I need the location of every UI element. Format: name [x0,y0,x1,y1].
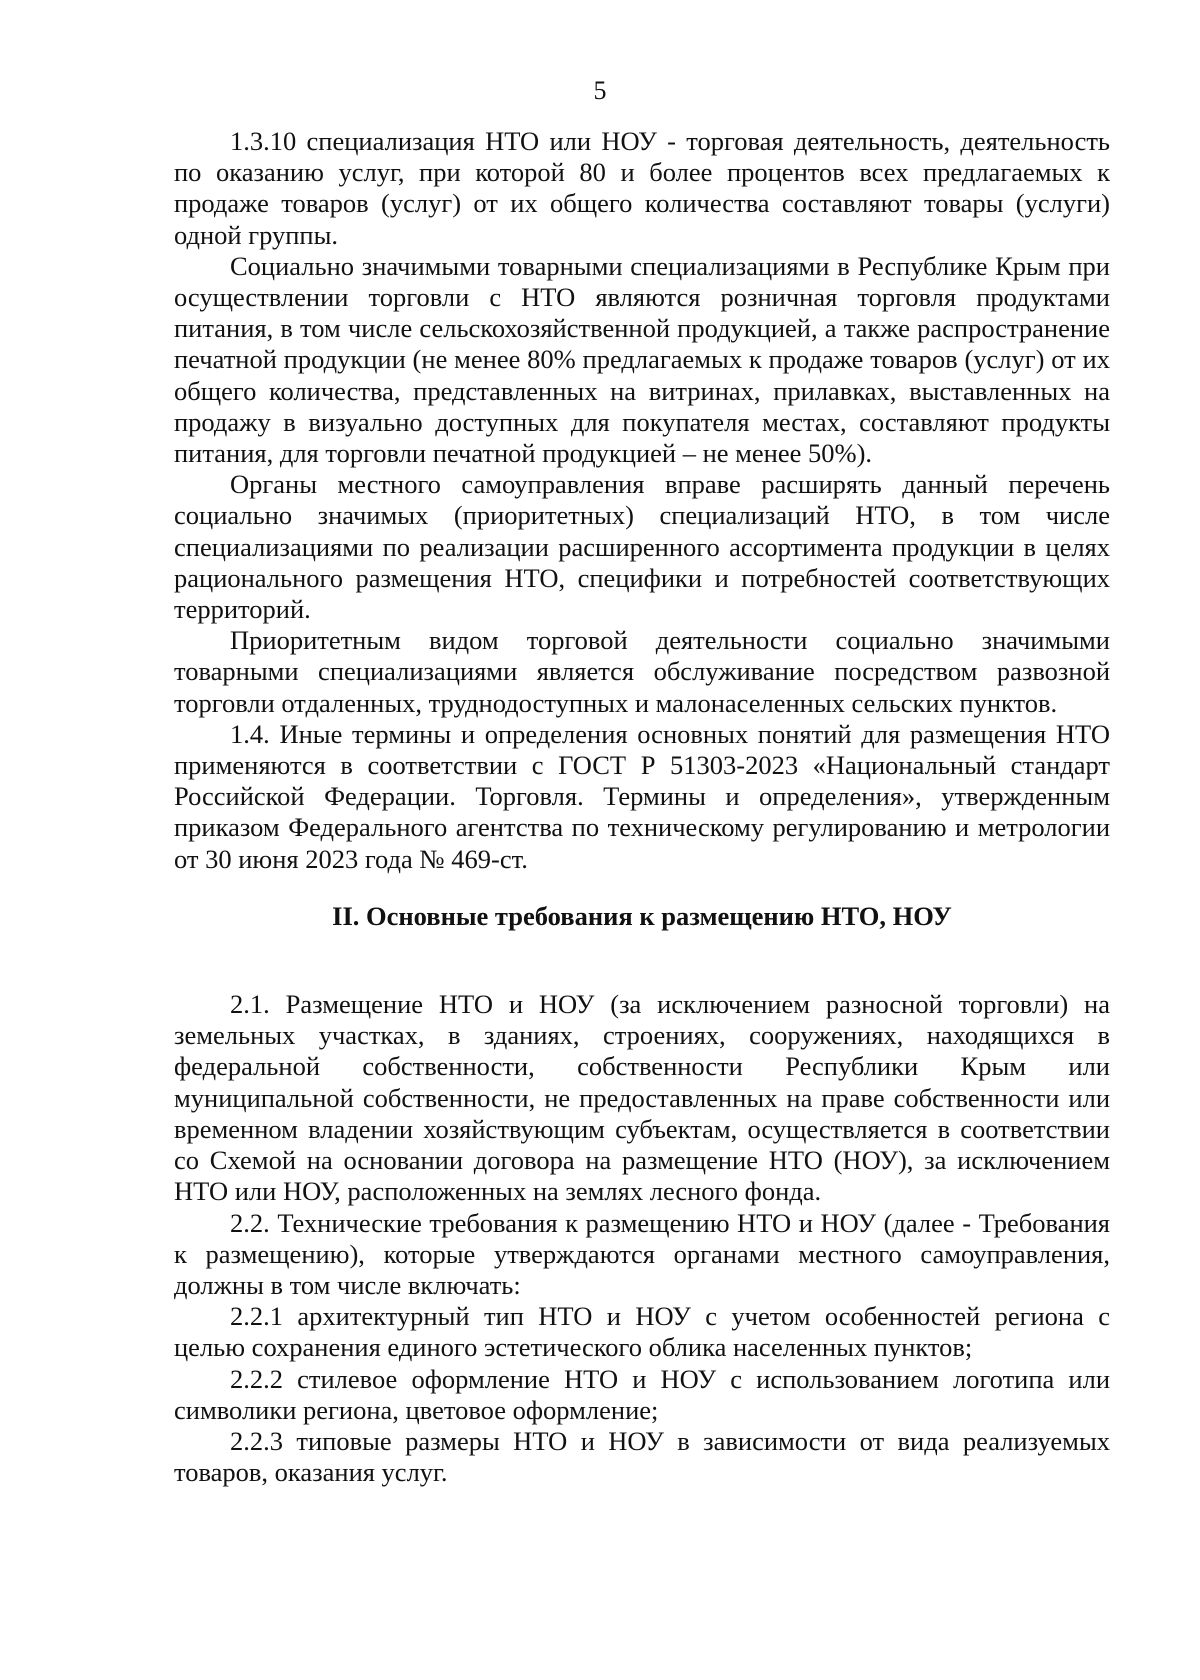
paragraph-2-1: 2.1. Размещение НТО и НОУ (за исключением разносной торговли) на земельных участках, в зданиях, строениях, сооружениях, находящихся в федеральной собственности, собственности Республики Крым или муниципальной собственности, не предоставленных на праве собственности или временном владении хозяйствующим субъектам, осуществляется в соответствии со Схемой на основании договора на размещение НТО (НОУ), за исключением НТО или НОУ, расположенных на землях лесного фонда. [174,989,1110,1207]
paragraph-socially-significant: Социально значимыми товарными специализациями в Республике Крым при осуществлении торговли с НТО являются розничная торговля продуктами питания, в том числе сельскохозяйственной продукцией, а также распространение печатной продукции (не менее 80% предлагаемых к продаже товаров (услуг) от их общего количества, представленных на витринах, прилавках, выставленных на продажу в визуально доступных для покупателя местах, составляют продукты питания, для торговли печатной продукцией – не менее 50%). [174,250,1110,469]
paragraph-2-2-1: 2.2.1 архитектурный тип НТО и НОУ с учетом особенностей региона с целью сохранения единого эстетического облика населенных пунктов; [174,1301,1110,1363]
document-body [174,126,1110,1488]
page-number: 5 [593,76,607,105]
paragraph-1-4: 1.4. Иные термины и определения основных понятий для размещения НТО применяются в соответствии с ГОСТ Р 51303-2023 «Национальный стандарт Российской Федерации. Торговля. Термины и определения», утвержденным приказом Федерального агентства по техническому регулированию и метрологии от 30 июня 2023 года № 469-ст. [174,718,1110,874]
paragraph-local-authorities: Органы местного самоуправления вправе расширять данный перечень социально значимых (приоритетных) специализаций НТО, в том числе специализациями по реализации расширенного ассортимента продукции в целях рационального размещения НТО, специфики и потребностей соответствующих территорий. [174,469,1110,625]
paragraph-priority-trade: Приоритетным видом торговой деятельности социально значимыми товарными специализациями является обслуживание посредством развозной торговли отдаленных, труднодоступных и малонаселенных сельских пунктов. [174,625,1110,718]
paragraph-2-2: 2.2. Технические требования к размещению НТО и НОУ (далее - Требования к размещению), которые утверждаются органами местного самоуправления, должны в том числе включать: [174,1207,1110,1300]
paragraph-2-2-2: 2.2.2 стилевое оформление НТО и НОУ с использованием логотипа или символики региона, цветовое оформление; [174,1363,1110,1425]
paragraph-1-3-10: 1.3.10 специализация НТО или НОУ - торговая деятельность, деятельность по оказанию услуг, при которой 80 и более процентов всех предлагаемых к продаже товаров (услуг) от их общего количества составляют товары (услуги) одной группы. [174,126,1110,250]
paragraph-2-2-3: 2.2.3 типовые размеры НТО и НОУ в зависимости от вида реализуемых товаров, оказания услуг. [174,1425,1110,1488]
section-heading: II. Основные требования к размещению НТО, НОУ [332,900,952,931]
